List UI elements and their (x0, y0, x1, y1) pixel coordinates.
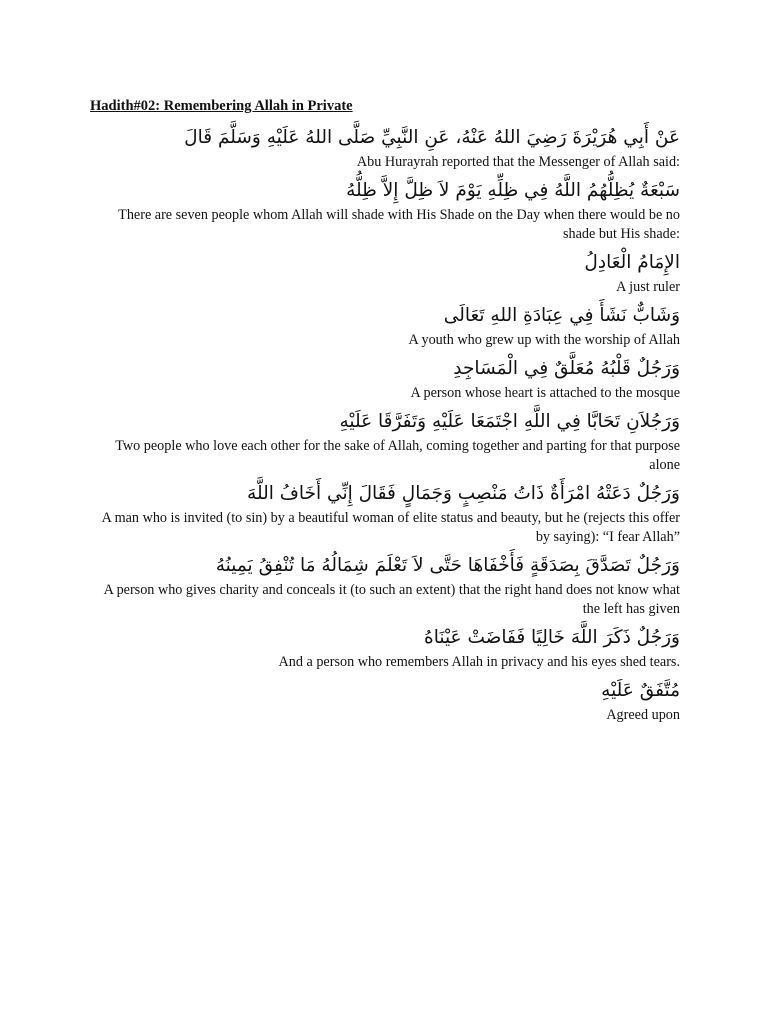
english-translation: A person who gives charity and conceals it (to such an extent) that the right hand does not know what the left has given (103, 582, 680, 617)
hadith-item-block (90, 248, 680, 297)
arabic-text: وَرَجُلٌ تَصَدَّقَ بِصَدَقَةٍ فَأَخْفَاهَا حَتَّى لاَ تَعْلَمَ شِمَالُهُ مَا تُنْفِقُ يَمِينُهُ (215, 555, 680, 576)
hadith-item-block (90, 301, 680, 350)
hadith-item-block (90, 623, 680, 672)
document-page (90, 98, 680, 729)
english-translation: Two people who love each other for the sake of Allah, coming together and parting for that purpose alone (115, 438, 680, 473)
hadith-intro-block (90, 123, 680, 172)
arabic-text: سَبْعَةٌ يُظِلُّهُمُ اللَّهُ فِي ظِلِّهِ يَوْمَ لاَ ظِلَّ إِلاَّ ظِلُّهُ (346, 180, 680, 201)
english-translation: A youth who grew up with the worship of Allah (408, 332, 680, 348)
arabic-text: وَشَابٌّ نَشَأَ فِي عِبَادَةِ اللهِ تَعَالَى (443, 305, 680, 326)
english-translation: And a person who remembers Allah in privacy and his eyes shed tears. (278, 654, 680, 670)
hadith-item-block (90, 354, 680, 403)
arabic-text: وَرَجُلاَنِ تَحَابَّا فِي اللَّهِ اجْتَمَعَا عَلَيْهِ وَتَفَرَّقَا عَلَيْهِ (339, 411, 680, 432)
arabic-text: عَنْ أَبِي هُرَيْرَةَ رَضِيَ اللهُ عَنْهُ، عَنِ النَّبِيِّ صَلَّى اللهُ عَلَيْهِ وَسَلَّمَ قَالَ (184, 127, 680, 148)
hadith-source-block (90, 676, 680, 725)
arabic-text: وَرَجُلٌ دَعَتْهُ امْرَأَةٌ ذَاتُ مَنْصِبٍ وَجَمَالٍ فَقَالَ إِنِّي أَخَافُ اللَّهَ (247, 483, 680, 504)
arabic-text: الإِمَامُ الْعَادِلُ (584, 252, 680, 273)
english-translation: Abu Hurayrah reported that the Messenger of Allah said: (356, 154, 680, 170)
hadith-item-block (90, 479, 680, 547)
document-title: Hadith#02: Remembering Allah in Private (90, 98, 353, 114)
arabic-text: وَرَجُلٌ ذَكَرَ اللَّهَ خَالِيًا فَفَاضَتْ عَيْنَاهُ (424, 627, 680, 648)
english-translation: A just ruler (616, 279, 680, 295)
arabic-text: وَرَجُلٌ قَلْبُهُ مُعَلَّقٌ فِي الْمَسَاجِدِ (453, 358, 680, 379)
arabic-text: مُتَّفَقٌ عَلَيْهِ (601, 680, 680, 701)
english-translation: A man who is invited (to sin) by a beautiful woman of elite status and beauty, but he (rejects this offer by saying): “I fear Allah” (101, 510, 680, 545)
hadith-statement-block (90, 176, 680, 244)
english-translation: Agreed upon (606, 707, 680, 723)
hadith-item-block (90, 407, 680, 475)
english-translation: A person whose heart is attached to the mosque (410, 385, 680, 401)
english-translation: There are seven people whom Allah will shade with His Shade on the Day when there would be no shade but His shade: (118, 207, 680, 242)
hadith-item-block (90, 551, 680, 619)
